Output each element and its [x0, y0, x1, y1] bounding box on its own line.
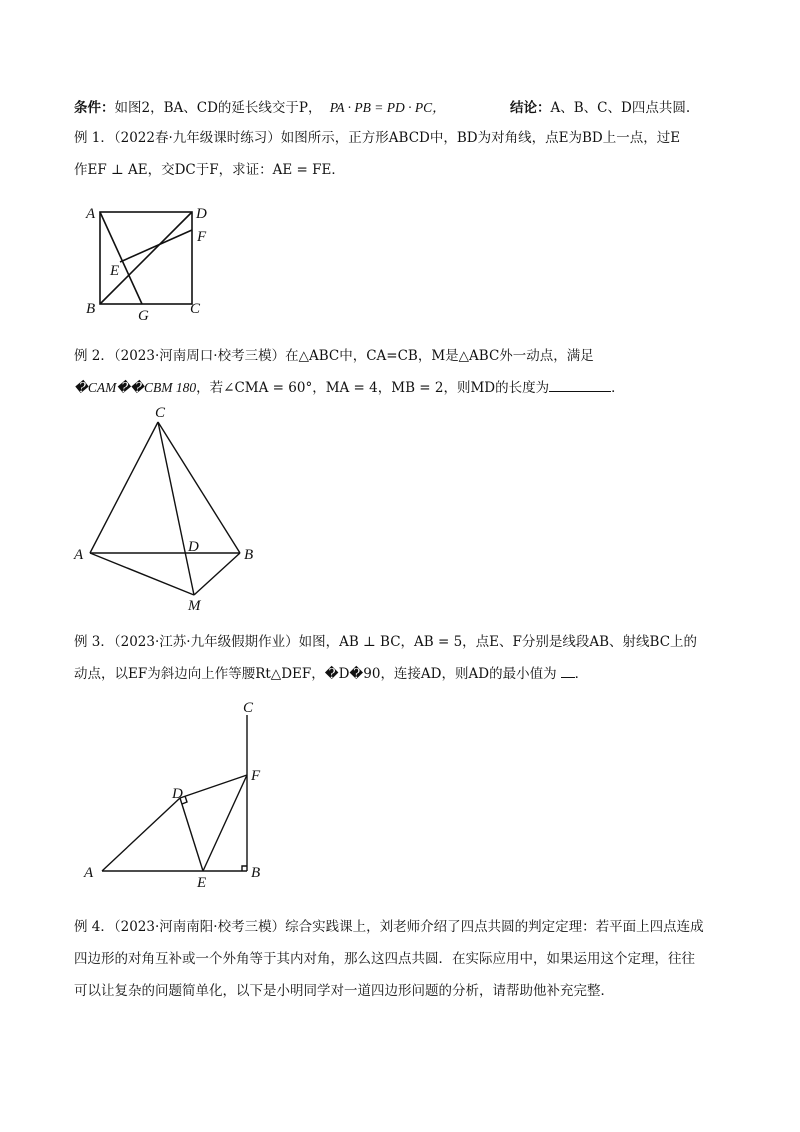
label-e: E [197, 875, 207, 891]
segment-df [180, 775, 247, 798]
condition-text: 如图2，BA、CD的延长线交于P， [114, 100, 322, 116]
example-2-angle-sum: �CAM��CBM 180 [74, 380, 197, 395]
right-angle-mark-b [242, 866, 247, 871]
label-c: C [190, 301, 201, 317]
label-f: F [197, 229, 207, 245]
figure-right-triangle-def [80, 700, 280, 890]
condition-formula: PA · PB = PD · PC， [329, 100, 446, 115]
conclusion-label: 结论： [510, 100, 551, 116]
side-cb [158, 422, 240, 553]
figure-square-abcd [80, 200, 220, 330]
example-3-line-2 [74, 664, 588, 684]
example-4-line-2: 四边形的对角互补或一个外角等于其内对角，那么这四点共圆．在实际应用中，如果运用这个定理，往往 [74, 951, 695, 967]
figure-triangle-abc [70, 405, 270, 615]
example-3-line-1: 例 3．（2023·江苏·九年级假期作业）如图，AB ⊥ BC，AB = 5，点E、F分别是线段AB、射线BC上的 [74, 634, 698, 650]
answer-blank-md[interactable] [549, 391, 611, 392]
segment-ad [102, 798, 180, 871]
label-b: B [86, 301, 96, 317]
label-f: F [251, 768, 261, 784]
label-d: D [188, 539, 199, 555]
example-2-given: ，若∠CMA = 60°，MA = 4，MB = 2，则MD的长度为 [196, 380, 550, 396]
side-ca [90, 422, 158, 553]
example-1-line-1: 例 1．（2022春·九年级课时练习）如图所示，正方形ABCD中，BD为对角线，点E为BD上一点，过E [74, 130, 681, 146]
label-a: A [74, 547, 84, 563]
label-b: B [251, 865, 261, 881]
condition-line [74, 98, 446, 118]
label-a: A [84, 865, 94, 881]
segment-ef [120, 230, 192, 262]
conclusion-text: A、B、C、D四点共圆. [550, 100, 691, 116]
example-2-period: ． [611, 380, 625, 396]
example-4-line-1: 例 4．（2023·河南南阳·校考三模）综合实践课上，刘老师介绍了四点共圆的判定定理：若平面上四点连成 [74, 919, 704, 935]
segment-ag [100, 212, 142, 304]
label-d: D [196, 206, 207, 222]
answer-blank-ad[interactable] [561, 677, 575, 678]
label-d: D [172, 786, 183, 802]
label-m: M [188, 598, 201, 614]
condition-label: 条件： [74, 100, 115, 116]
segment-ef [203, 775, 247, 871]
segment-de [180, 798, 203, 871]
example-3-period: ． [574, 666, 589, 682]
label-a: A [86, 206, 96, 222]
example-1-line-2: 作EF ⊥ AE，交DC于F，求证：AE = FE． [74, 162, 345, 178]
example-3-question: ，连接AD，则AD的最小值为 [380, 666, 557, 682]
example-4-line-3: 可以让复杂的问题简单化，以下是小明同学对一道四边形问题的分析，请帮助他补充完整． [74, 983, 614, 999]
label-g: G [138, 308, 149, 324]
conclusion [510, 98, 690, 118]
segment-cm [158, 422, 194, 595]
label-e: E [110, 263, 120, 279]
label-b: B [244, 547, 254, 563]
segment-am [90, 553, 194, 595]
diagonal-bd [100, 212, 192, 304]
label-c: C [155, 405, 166, 421]
example-2-line-2 [74, 378, 625, 398]
label-c: C [243, 700, 254, 716]
segment-bm [194, 553, 240, 595]
example-2-line-1: 例 2．（2023·河南周口·校考三模）在△ABC中，CA=CB，M是△ABC外一动点，满足 [74, 348, 594, 364]
example-3-given: 动点，以EF为斜边向上作等腰Rt△DEF，�D�90 [74, 666, 381, 682]
